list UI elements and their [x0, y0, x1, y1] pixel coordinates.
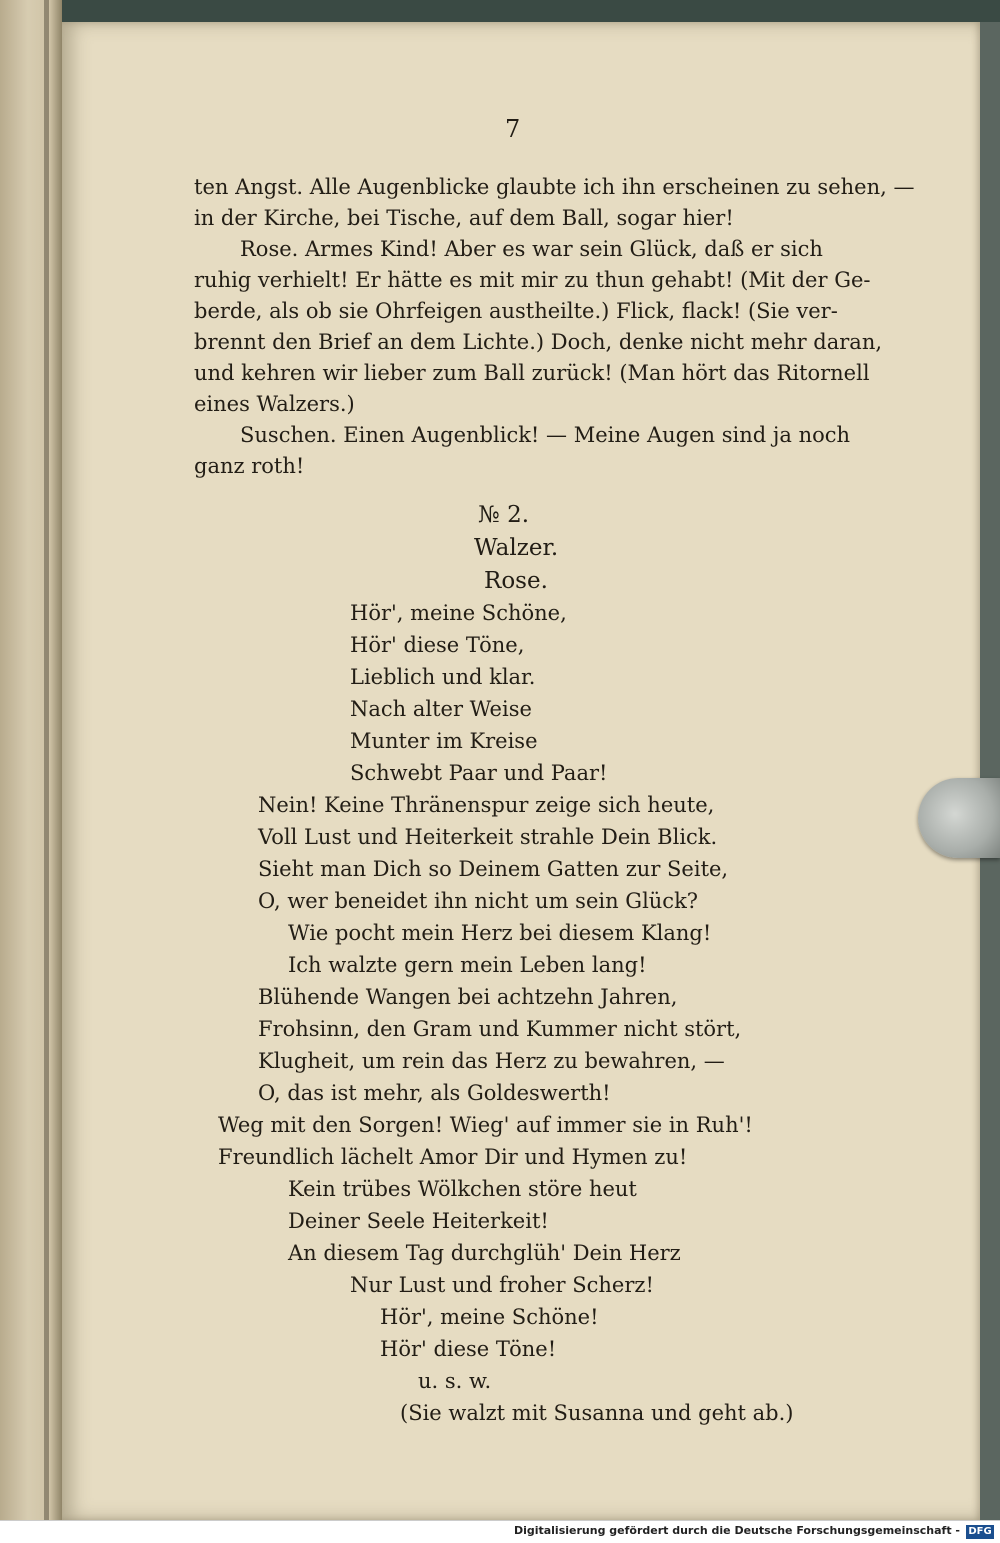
- verse-line: Weg mit den Sorgen! Wieg' auf immer sie in Ruh'!: [218, 1113, 753, 1137]
- speaker-name: Rose.: [484, 568, 548, 594]
- dfg-logo: DFG: [966, 1525, 994, 1539]
- page-clip-tab: [918, 778, 1000, 858]
- prose-line: ganz roth!: [194, 454, 305, 478]
- verse-line: O, das ist mehr, als Goldeswerth!: [258, 1081, 611, 1105]
- song-title: Walzer.: [474, 535, 559, 561]
- page-number: 7: [505, 115, 521, 143]
- song-number: № 2.: [478, 502, 530, 528]
- verse-line: Deiner Seele Heiterkeit!: [288, 1209, 549, 1233]
- verse-line: Frohsinn, den Gram und Kummer nicht stört,: [258, 1017, 742, 1041]
- verse-line: Kein trübes Wölkchen störe heut: [288, 1177, 637, 1201]
- verse-line: Freundlich lächelt Amor Dir und Hymen zu!: [218, 1145, 688, 1169]
- prose-line: ten Angst. Alle Augenblicke glaubte ich ihn erscheinen zu sehen, —: [194, 175, 915, 199]
- spine-edge: [44, 0, 49, 1520]
- verse-line: Hör', meine Schöne,: [350, 601, 567, 625]
- verse-line: An diesem Tag durchglüh' Dein Herz: [288, 1241, 681, 1265]
- prose-line: Rose. Armes Kind! Aber es war sein Glück, daß er sich: [240, 237, 823, 261]
- verse-line: Sieht man Dich so Deinem Gatten zur Seite,: [258, 857, 729, 881]
- verse-line: Wie pocht mein Herz bei diesem Klang!: [288, 921, 712, 945]
- verse-line: u. s. w.: [418, 1369, 492, 1393]
- verse-line: Hör', meine Schöne!: [380, 1305, 599, 1329]
- verse-line: Hör' diese Töne,: [350, 633, 525, 657]
- verse-line: Munter im Kreise: [350, 729, 538, 753]
- verse-line: Hör' diese Töne!: [380, 1337, 557, 1361]
- page-right-edge: [980, 22, 1000, 1520]
- prose-line: brennt den Brief an dem Lichte.) Doch, denke nicht mehr daran,: [194, 330, 883, 354]
- prose-line: und kehren wir lieber zum Ball zurück! (Man hört das Ritornell: [194, 361, 870, 385]
- verse-line: Nur Lust und froher Scherz!: [350, 1273, 654, 1297]
- verse-line: Blühende Wangen bei achtzehn Jahren,: [258, 985, 678, 1009]
- footer-credit: Digitalisierung gefördert durch die Deutsche Forschungsgemeinschaft -: [513, 1524, 960, 1537]
- verse-line: Voll Lust und Heiterkeit strahle Dein Blick.: [258, 825, 718, 849]
- prose-line: Suschen. Einen Augenblick! — Meine Augen sind ja noch: [240, 423, 851, 447]
- verse-line: Ich walzte gern mein Leben lang!: [288, 953, 647, 977]
- prose-line: ruhig verhielt! Er hätte es mit mir zu thun gehabt! (Mit der Ge-: [194, 268, 871, 292]
- verse-line: Schwebt Paar und Paar!: [350, 761, 608, 785]
- footer-bar: [0, 1520, 1000, 1543]
- verse-line: Klugheit, um rein das Herz zu bewahren, —: [258, 1049, 725, 1073]
- prose-line: eines Walzers.): [194, 392, 355, 416]
- verse-line: Nein! Keine Thränenspur zeige sich heute,: [258, 793, 715, 817]
- verse-line: Lieblich und klar.: [350, 665, 536, 689]
- stage-direction: (Sie walzt mit Susanna und geht ab.): [400, 1401, 794, 1425]
- prose-line: berde, als ob sie Ohrfeigen austheilte.) Flick, flack! (Sie ver-: [194, 299, 838, 323]
- verse-line: Nach alter Weise: [350, 697, 532, 721]
- verse-line: O, wer beneidet ihn nicht um sein Glück?: [258, 889, 699, 913]
- prose-line: in der Kirche, bei Tische, auf dem Ball, sogar hier!: [194, 206, 734, 230]
- book-spine: [0, 0, 62, 1520]
